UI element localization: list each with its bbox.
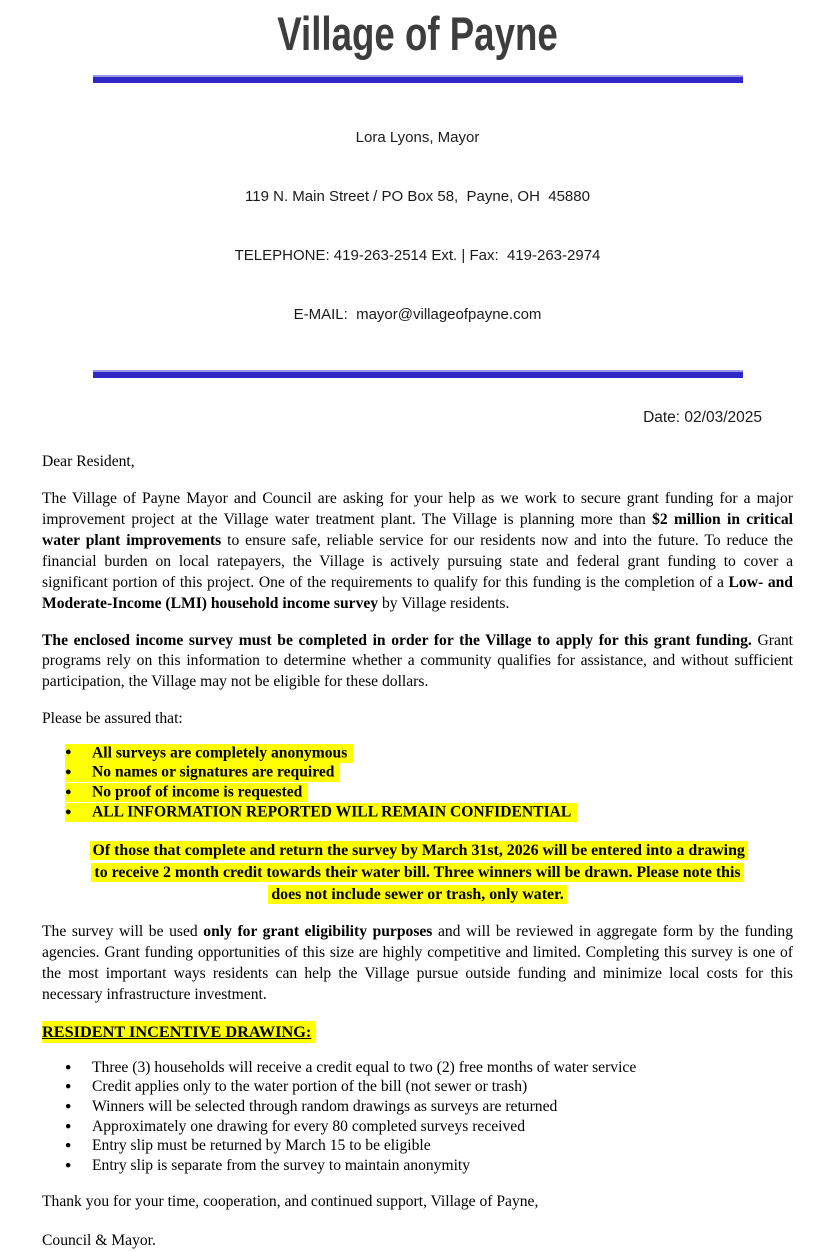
letterhead-title: Village of Payne: [277, 7, 558, 60]
list-item-label: Approximately one drawing for every 80 completed surveys received: [92, 1117, 526, 1135]
list-item: [42, 1136, 793, 1156]
mayor-line: Lora Lyons, Mayor: [355, 129, 480, 147]
phone-fax-line: TELEPHONE: 419-263-2514 Ext. | Fax: 419-263-2974: [234, 246, 601, 264]
bullet-icon: ●: [65, 805, 72, 818]
bullet-icon: ●: [65, 1081, 72, 1093]
bullet-icon: ●: [65, 1101, 72, 1113]
list-item: [42, 1156, 793, 1176]
list-item: [42, 763, 793, 783]
top-rule-divider: [93, 75, 743, 83]
list-item-label: No names or signatures are required: [92, 763, 335, 781]
bullet-icon: ●: [65, 785, 72, 798]
list-item-label: No proof of income is requested: [92, 783, 303, 801]
list-item-label: Three (3) households will receive a credit equal to two (2) free months of water service: [92, 1058, 637, 1076]
list-item: [42, 1077, 793, 1097]
drawing-notice: [90, 840, 746, 906]
paragraph-survey-required: The enclosed income survey must be completed in order for the Village to apply for this grant funding. Grant programs rely on this information to determine whether a community qualifies for assistance, and without sufficient participation, the Village may not be eligible for these dollars.: [42, 631, 793, 691]
closing-thanks: Thank you for your time, cooperation, and continued support, Village of Payne,: [42, 1192, 539, 1210]
bottom-rule-divider: [93, 370, 743, 378]
closing-signature: Council & Mayor.: [42, 1231, 156, 1249]
assurance-lead-line: Please be assured that:: [42, 710, 183, 728]
list-item: [42, 1117, 793, 1137]
list-item-label: Credit applies only to the water portion of the bill (not sewer or trash): [92, 1078, 528, 1096]
paragraph-intro: The Village of Payne Mayor and Council are asking for your help as we work to secure grant funding for a major improvement project at the Village water treatment plant. The Village is planning more than $2 million in critical water plant improvements to ensure safe, reliable service for our residents now and into the future. To reduce the financial burden on local ratepayers, the Village is actively pursuing state and federal grant funding to cover a significant portion of this project. One of the requirements to qualify for this funding is the completion of a Low- and Moderate-Income (LMI) household income survey by Village residents.: [42, 490, 793, 612]
list-item-label: Entry slip is separate from the survey to maintain anonymity: [92, 1157, 471, 1175]
list-item-label: All surveys are completely anonymous: [92, 744, 348, 762]
bullet-icon: ●: [65, 746, 72, 759]
list-item: [42, 1058, 793, 1078]
bullet-icon: ●: [65, 1140, 72, 1152]
assurance-bullet-list: [42, 743, 793, 822]
address-line: 119 N. Main Street / PO Box 58, Payne, OH 45880: [245, 187, 590, 205]
list-item-label: Winners will be selected through random drawings as surveys are returned: [92, 1098, 558, 1116]
paragraph-survey-use: The survey will be used only for grant eligibility purposes and will be reviewed in aggregate form by the funding agencies. Grant funding opportunities of this size are highly competitive and limited. Completing this survey is one of the most important ways residents can help the Village pursue outside funding and minimize local costs for this necessary infrastructure investment.: [42, 923, 793, 1003]
list-item: [42, 743, 793, 763]
letter-body: [0, 408, 835, 1251]
date-line: Date: 02/03/2025: [643, 409, 762, 427]
incentive-heading: [42, 1022, 793, 1043]
list-item: [42, 803, 793, 823]
incentive-heading-text: RESIDENT INCENTIVE DRAWING:: [42, 1021, 316, 1043]
list-item: [42, 1097, 793, 1117]
letter-page: [0, 7, 835, 1249]
drawing-notice-text: Of those that complete and return the survey by March 31st, 2026 will be entered into a drawing to receive 2 month credit towards their water bill. Three winners will be drawn. Please note this does not include sewer or trash, only water.: [90, 841, 748, 904]
list-item-label: Entry slip must be returned by March 15 to be eligible: [92, 1137, 431, 1155]
incentive-bullet-list: [42, 1058, 793, 1176]
bullet-icon: ●: [65, 1120, 72, 1132]
salutation: Dear Resident,: [42, 453, 135, 471]
email-line: E-MAIL: mayor@villageofpayne.com: [293, 305, 542, 323]
bullet-icon: ●: [65, 1061, 72, 1073]
letterhead-contact-block: [0, 83, 835, 370]
list-item: [42, 783, 793, 803]
bullet-icon: ●: [65, 1160, 72, 1172]
list-item-label: ALL INFORMATION REPORTED WILL REMAIN CONFIDENTIAL: [92, 803, 572, 821]
bullet-icon: ●: [65, 765, 72, 778]
